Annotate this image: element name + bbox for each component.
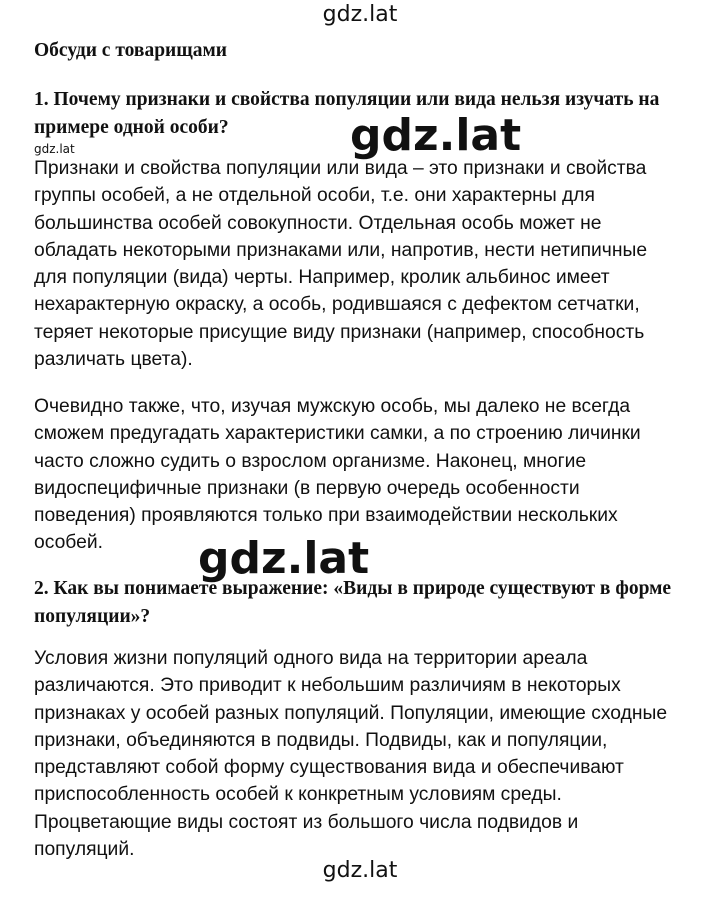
question-1: 1. Почему признаки и свойства популяции или вида нельзя изучать на примере одной особи? [34,89,660,138]
question-2: 2. Как вы понимаете выражение: «Виды в природе существуют в форме популяции»? [34,578,672,627]
answer-2-paragraph: Условия жизни популяций одного вида на территории ареала различаются. Это приводит к небольшим различиям в некоторых признаках у особей разных популяций. Популяции, имеющие сходные признаки, объединяются в подвиды. Подвиды, как и популяции, представляют собой форму существования вида и обеспечивают приспособленность особей к конкретным условиям среды. Процветающие виды состоят из большого числа подвидов и популяций. [34,648,668,861]
watermark-small: gdz.lat [34,142,75,156]
answer-1-paragraph-1: Признаки и свойства популяции или вида – это признаки и свойства группы особей, а не отдельной особи, т.е. они характерны для большинства особей совокупности. Отдельная особь может не обладать некоторыми признаками или, напротив, нести нетипичные для популяции (вида) черты. Например, кролик альбинос имеет нехарактерную окраску, а особь, родившаяся с дефектом сетчатки, теряет некоторые присущие виду признаки (например, способность различать цвета). [34,158,648,371]
watermark-top: gdz.lat [322,2,398,27]
watermark-bottom: gdz.lat [322,858,398,883]
watermark-large-1: gdz.lat [350,110,522,161]
answer-1-paragraph-2: Очевидно также, что, изучая мужскую особь, мы далеко не всегда сможем предугадать характеристики самки, а по строению личинки часто сложно судить о взрослом организме. Наконец, многие видоспецифичные признаки (в первую очередь особенности поведения) проявляются только при взаимодействии нескольких особей. [34,396,641,554]
watermark-large-2: gdz.lat [198,533,370,584]
section-title: Обсуди с товарищами [34,40,228,61]
